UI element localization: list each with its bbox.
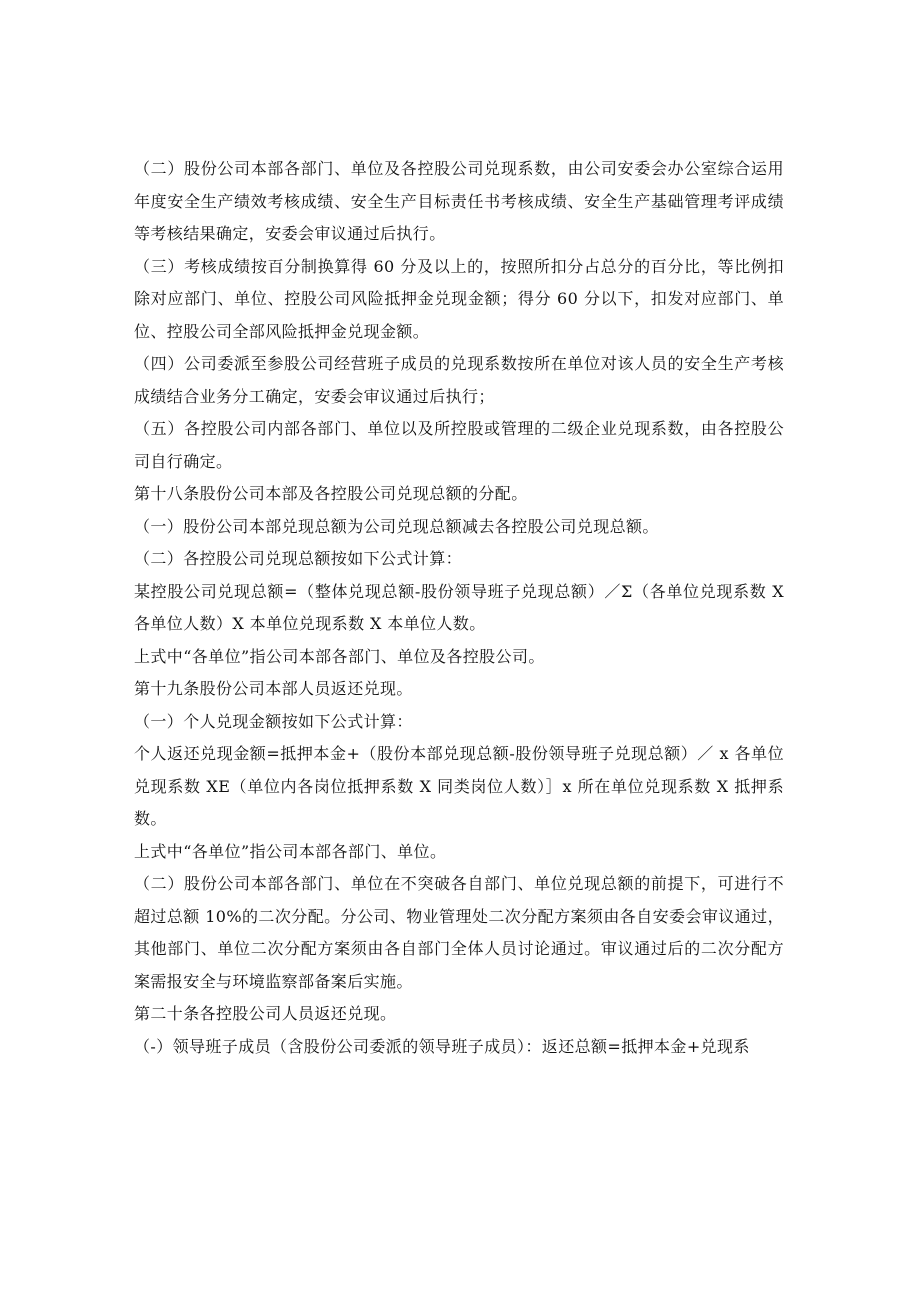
formula-subsidiary-total: 某控股公司兑现总额=（整体兑现总额-股份领导班子兑现总额）／Σ（各单位兑现系数 X 各单位人数）X 本单位兑现系数 X 本单位人数。 xyxy=(134,581,784,633)
paragraph-subsidiary-formula-intro: （二）各控股公司兑现总额按如下公式计算： xyxy=(134,549,463,568)
paragraph-secondary-distribution: （二）股份公司本部各部门、单位在不突破各自部门、单位兑现总额的前提下，可进行不超过总额 10%的二次分配。分公司、物业管理处二次分配方案须由各自安委会审议通过，其他部门、单位二次分配方案须由各自部门全体人员讨论通过。审议通过后的二次分配方案需报安全与环境监察部备案后实施。 xyxy=(134,874,784,991)
paragraph-personal-formula-intro: （一）个人兑现金额按如下公式计算： xyxy=(134,711,413,731)
article-19-heading: 第十九条股份公司本部人员返还兑现。 xyxy=(134,679,413,698)
document-body xyxy=(134,153,784,1063)
article-20-heading: 第二十条各控股公司人员返还兑现。 xyxy=(134,1004,397,1023)
formula-personal-return: 个人返还兑现金额=抵押本金+（股份本部兑现总额-股份领导班子兑现总额）／ x 各单位兑现系数 XE（单位内各岗位抵押系数 X 同类岗位人数）］x 所在单位兑现系数 X 抵押系数。 xyxy=(134,744,784,828)
note-each-unit-subsidiaries: 上式中“各单位”指公司本部各部门、单位及各控股公司。 xyxy=(134,646,545,666)
paragraph-leadership-return: （-）领导班子成员（含股份公司委派的领导班子成员）：返还总额=抵押本金+兑现系 xyxy=(134,1036,750,1056)
paragraph-score-conversion: （三）考核成绩按百分制换算得 60 分及以上的，按照所扣分占总分的百分比，等比例扣除对应部门、单位、控股公司风险抵押金兑现金额；得分 60 分以下，扣发对应部门、单位、控股公司全部风险抵押金兑现金额。 xyxy=(134,256,784,341)
article-18-heading: 第十八条股份公司本部及各控股公司兑现总额的分配。 xyxy=(134,484,528,503)
paragraph-delegated-members: （四）公司委派至参股公司经营班子成员的兑现系数按所在单位对该人员的安全生产考核成绩结合业务分工确定，安委会审议通过后执行； xyxy=(134,354,784,406)
paragraph-coefficient-determination: （二）股份公司本部各部门、单位及各控股公司兑现系数，由公司安委会办公室综合运用年度安全生产绩效考核成绩、安全生产目标责任书考核成绩、安全生产基础管理考评成绩等考核结果确定，安委会审议通过后执行。 xyxy=(134,159,784,243)
paragraph-subsidiary-internal: （五）各控股公司内部各部门、单位以及所控股或管理的二级企业兑现系数，由各控股公司自行确定。 xyxy=(134,419,784,471)
note-each-unit-headquarters: 上式中“各单位”指公司本部各部门、单位。 xyxy=(134,841,447,861)
paragraph-headquarters-total: （一）股份公司本部兑现总额为公司兑现总额减去各控股公司兑现总额。 xyxy=(134,516,659,536)
